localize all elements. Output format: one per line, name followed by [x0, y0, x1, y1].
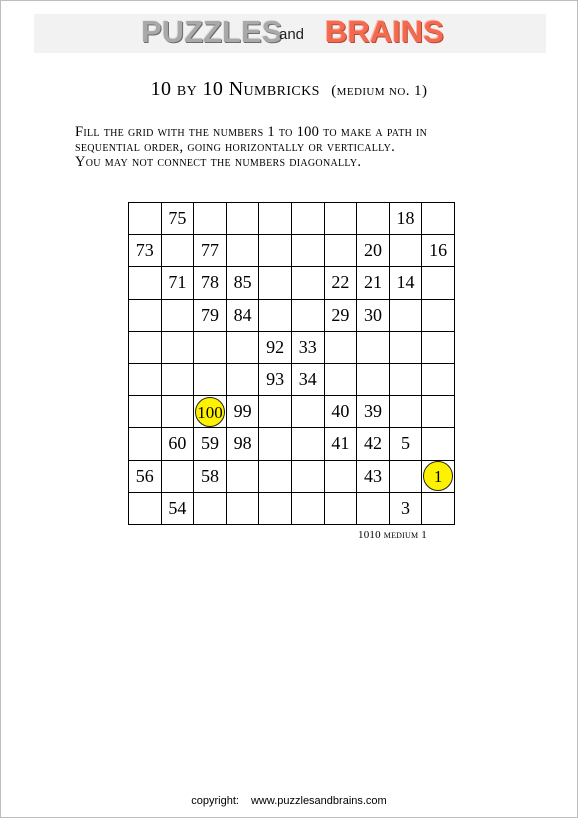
- instructions: [75, 125, 545, 170]
- instruction-line: Fill the grid with the numbers 1 to 100 to make a path in: [75, 124, 428, 140]
- grid-cell[interactable]: [226, 331, 259, 363]
- grid-cell[interactable]: [161, 299, 194, 331]
- grid-cell[interactable]: [259, 235, 292, 267]
- grid-cell[interactable]: [324, 299, 357, 331]
- grid-row: [129, 299, 455, 331]
- cell-number: 5: [401, 433, 411, 454]
- grid-cell[interactable]: [226, 428, 259, 460]
- cell-number: 78: [200, 272, 219, 293]
- grid-cell[interactable]: [129, 267, 162, 299]
- grid-cell[interactable]: [259, 363, 292, 395]
- cell-number: 59: [200, 433, 219, 454]
- grid-cell[interactable]: [161, 331, 194, 363]
- grid-cell[interactable]: [324, 203, 357, 235]
- grid-cell[interactable]: [194, 428, 227, 460]
- grid-cell[interactable]: [291, 428, 324, 460]
- grid-cell[interactable]: [357, 363, 390, 395]
- grid-cell[interactable]: [226, 235, 259, 267]
- grid-cell[interactable]: [357, 203, 390, 235]
- grid-cell[interactable]: [129, 492, 162, 524]
- grid-cell[interactable]: [291, 235, 324, 267]
- cell-number: 41: [331, 433, 350, 454]
- grid-cell[interactable]: [259, 460, 292, 492]
- cell-number: 34: [298, 369, 317, 390]
- grid-cell[interactable]: [194, 267, 227, 299]
- grid-cell[interactable]: [324, 267, 357, 299]
- grid-cell[interactable]: [129, 331, 162, 363]
- cell-number: 56: [135, 465, 154, 486]
- instruction-line: sequential order, going horizontally or vertically.: [75, 139, 396, 155]
- cell-number: 22: [331, 272, 350, 293]
- grid-cell[interactable]: [161, 460, 194, 492]
- grid-cell[interactable]: [129, 428, 162, 460]
- grid-cell[interactable]: [291, 331, 324, 363]
- grid-row: [129, 460, 455, 492]
- cell-number: 84: [233, 304, 252, 325]
- logo-puzzles: PUZZLES: [141, 14, 283, 49]
- grid-cell[interactable]: [389, 396, 422, 428]
- grid-cell[interactable]: [324, 460, 357, 492]
- grid-cell[interactable]: [291, 203, 324, 235]
- grid-cell[interactable]: [161, 492, 194, 524]
- logo-and: and: [279, 26, 305, 43]
- grid-row: [129, 363, 455, 395]
- grid-cell[interactable]: [194, 396, 227, 428]
- page-title: [0, 78, 578, 101]
- grid-cell[interactable]: [422, 203, 455, 235]
- grid-cell[interactable]: [324, 396, 357, 428]
- grid-cell[interactable]: [259, 267, 292, 299]
- grid-cell[interactable]: [357, 492, 390, 524]
- cell-number: 40: [331, 401, 350, 422]
- grid-cell[interactable]: [357, 396, 390, 428]
- grid-cell[interactable]: [194, 235, 227, 267]
- grid-cell[interactable]: [129, 235, 162, 267]
- cell-number: 33: [298, 336, 317, 357]
- cell-number: 73: [135, 240, 154, 261]
- grid-cell[interactable]: [357, 267, 390, 299]
- title-main: 10 by 10 Numbricks: [150, 78, 320, 100]
- grid-cell[interactable]: [291, 396, 324, 428]
- grid-cell[interactable]: [291, 267, 324, 299]
- grid-cell[interactable]: [161, 396, 194, 428]
- grid-cell[interactable]: [194, 299, 227, 331]
- cell-number: 29: [331, 304, 350, 325]
- grid-cell[interactable]: [324, 363, 357, 395]
- grid-cell[interactable]: [422, 492, 455, 524]
- grid-row: [129, 428, 455, 460]
- grid-cell[interactable]: [324, 428, 357, 460]
- title-subtitle: (medium no. 1): [331, 83, 428, 99]
- grid-cell[interactable]: [161, 203, 194, 235]
- grid-cell[interactable]: [291, 299, 324, 331]
- grid-cell[interactable]: [422, 460, 455, 492]
- grid-cell[interactable]: [226, 363, 259, 395]
- logo-brains: BRAINS: [325, 14, 444, 49]
- grid-cell[interactable]: [226, 203, 259, 235]
- grid-cell[interactable]: [226, 492, 259, 524]
- grid-cell[interactable]: [389, 235, 422, 267]
- grid-cell[interactable]: [389, 299, 422, 331]
- grid-cell[interactable]: [422, 267, 455, 299]
- grid-cell[interactable]: [194, 331, 227, 363]
- cell-number: 54: [168, 497, 187, 518]
- cell-number: 99: [233, 401, 252, 422]
- grid-cell[interactable]: [291, 363, 324, 395]
- cell-number: 98: [233, 433, 252, 454]
- grid-cell[interactable]: [129, 396, 162, 428]
- grid-cell[interactable]: [161, 428, 194, 460]
- website-link[interactable]: www.puzzlesandbrains.com: [250, 795, 387, 807]
- grid-cell[interactable]: [389, 331, 422, 363]
- grid-cell[interactable]: [226, 267, 259, 299]
- puzzle-grid: [128, 202, 455, 525]
- grid-cell[interactable]: [129, 299, 162, 331]
- circled-number: 100: [195, 397, 225, 427]
- grid-cell[interactable]: [259, 428, 292, 460]
- grid-cell[interactable]: [422, 396, 455, 428]
- grid-cell[interactable]: [422, 235, 455, 267]
- grid-cell[interactable]: [226, 299, 259, 331]
- grid-row: [129, 492, 455, 524]
- grid-cell[interactable]: [357, 460, 390, 492]
- grid-cell[interactable]: [194, 363, 227, 395]
- grid-cell[interactable]: [389, 460, 422, 492]
- grid-cell[interactable]: [259, 331, 292, 363]
- cell-number: 43: [363, 465, 382, 486]
- grid-row: [129, 396, 455, 428]
- grid-cell[interactable]: [422, 299, 455, 331]
- grid-cell[interactable]: [389, 428, 422, 460]
- grid-row: [129, 235, 455, 267]
- cell-number: 75: [168, 208, 187, 229]
- puzzle-id-label: 1010 medium 1: [358, 529, 427, 541]
- grid-cell[interactable]: [129, 363, 162, 395]
- cell-number: 42: [363, 433, 382, 454]
- grid-cell[interactable]: [324, 235, 357, 267]
- cell-number: 39: [363, 401, 382, 422]
- grid-cell[interactable]: [194, 460, 227, 492]
- cell-number: 77: [200, 240, 219, 261]
- grid-cell[interactable]: [291, 460, 324, 492]
- grid-cell[interactable]: [194, 492, 227, 524]
- grid-cell[interactable]: [422, 363, 455, 395]
- cell-number: 85: [233, 272, 252, 293]
- grid-cell[interactable]: [422, 331, 455, 363]
- cell-number: 92: [266, 336, 285, 357]
- grid-cell[interactable]: [259, 203, 292, 235]
- grid-cell[interactable]: [161, 267, 194, 299]
- cell-number: 3: [401, 497, 411, 518]
- grid-cell[interactable]: [291, 492, 324, 524]
- grid-cell[interactable]: [357, 331, 390, 363]
- footer: [0, 795, 578, 807]
- grid-cell[interactable]: [129, 203, 162, 235]
- grid-row: [129, 203, 455, 235]
- cell-number: 16: [429, 240, 448, 261]
- cell-number: 14: [396, 272, 415, 293]
- cell-number: 60: [168, 433, 187, 454]
- cell-number: 20: [363, 240, 382, 261]
- grid-cell[interactable]: [259, 492, 292, 524]
- cell-number: 30: [363, 304, 382, 325]
- cell-number: 21: [363, 272, 382, 293]
- grid-cell[interactable]: [194, 203, 227, 235]
- grid-cell[interactable]: [161, 235, 194, 267]
- copyright-label: copyright:: [191, 795, 239, 807]
- grid-cell[interactable]: [389, 203, 422, 235]
- grid-row: [129, 331, 455, 363]
- grid-cell[interactable]: [422, 428, 455, 460]
- grid-row: [129, 267, 455, 299]
- cell-number: 18: [396, 208, 415, 229]
- grid-cell[interactable]: [357, 299, 390, 331]
- grid-cell[interactable]: [389, 267, 422, 299]
- grid-cell[interactable]: [226, 396, 259, 428]
- grid-cell[interactable]: [357, 235, 390, 267]
- cell-number: 71: [168, 272, 187, 293]
- instruction-line: You may not connect the numbers diagonally.: [75, 154, 362, 170]
- grid-cell[interactable]: [259, 396, 292, 428]
- cell-number: 79: [200, 304, 219, 325]
- grid-cell[interactable]: [129, 460, 162, 492]
- grid-cell[interactable]: [389, 363, 422, 395]
- cell-number: 58: [200, 465, 219, 486]
- cell-number: 93: [266, 369, 285, 390]
- grid-cell[interactable]: [259, 299, 292, 331]
- grid-cell[interactable]: [226, 460, 259, 492]
- grid-cell[interactable]: [357, 428, 390, 460]
- grid-cell[interactable]: [324, 331, 357, 363]
- grid-cell[interactable]: [161, 363, 194, 395]
- grid-cell[interactable]: [324, 492, 357, 524]
- grid-cell[interactable]: [389, 492, 422, 524]
- circled-number: 1: [423, 461, 453, 491]
